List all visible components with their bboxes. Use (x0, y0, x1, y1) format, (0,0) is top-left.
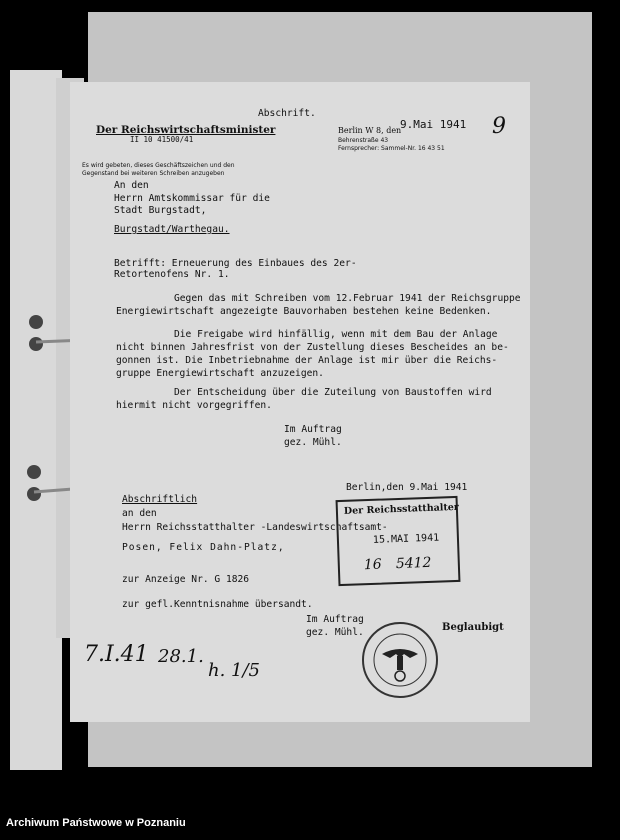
left-folder-edge (10, 70, 62, 770)
handwritten-note-1: 7.I.41 (84, 642, 149, 667)
stamp-date: 15.MAI 1941 (372, 532, 440, 546)
copy-line-2: an den (122, 508, 157, 519)
signature-line-1: Im Auftrag (284, 424, 342, 435)
body-line-2: Energiewirtschaft angezeigte Bauvorhaben bestehen keine Bedenken. (116, 306, 492, 317)
copy-line-3: Herrn Reichsstatthalter -Landeswirtschaftsamt- (122, 522, 388, 533)
eagle-seal-icon (364, 624, 436, 696)
phone-line: Fernsprecher: Sammel-Nr. 16 43 51 (338, 145, 445, 152)
body-line-1: Gegen das mit Schreiben vom 12.Februar 1941 der Reichsgruppe (174, 293, 521, 304)
subject-line-1: Betrifft: Erneuerung des Einbaues des 2er- (114, 258, 357, 269)
body-line-5: gonnen ist. Die Inbetriebnahme der Anlage ist mir über die Reichs- (116, 355, 498, 366)
recipient-line-4: Burgstadt/Warthegau. (114, 224, 230, 235)
signature-line-2: gez. Mühl. (284, 437, 342, 448)
notice-line-2: Gegenstand bei weiteren Schreiben anzugeben (82, 170, 225, 177)
body-line-4: nicht binnen Jahresfrist von der Zustellung dieses Bescheides an be- (116, 342, 509, 353)
recipient-line-2: Herrn Amtskommissar für die (114, 193, 270, 204)
place-date: Berlin W 8, den (338, 126, 402, 135)
copy-line-4: Posen, Felix Dahn-Platz, (122, 542, 285, 553)
archive-footer (0, 808, 620, 840)
copy-line-5: zur Anzeige Nr. G 1826 (122, 574, 250, 585)
body-line-3: Die Freigabe wird hinfällig, wenn mit dem Bau der Anlage (174, 329, 498, 340)
body-line-8: hiermit nicht vorgegriffen. (116, 400, 272, 411)
copy-heading: Abschriftlich (122, 494, 198, 505)
stamp-authority: Der Reichsstatthalter (343, 501, 460, 517)
body-line-6: gruppe Energiewirtschaft anzuzeigen. (116, 368, 324, 379)
page-mark: 9 (492, 114, 506, 139)
notice-line-1: Es wird gebeten, dieses Geschäftszeichen und den (82, 162, 235, 169)
handwritten-note-2: 28.1. (158, 646, 204, 667)
signature-line-4: gez. Mühl. (306, 627, 364, 638)
address-line: Behrenstraße 43 (338, 137, 389, 144)
recipient-line-3: Stadt Burgstadt, (114, 205, 207, 216)
reference-number: II 10 41500/41 (130, 135, 194, 144)
official-seal (362, 622, 438, 698)
ministry-header: Der Reichswirtschaftsminister (96, 124, 276, 136)
signature-line-3: Im Auftrag (306, 614, 364, 625)
body-line-7: Der Entscheidung über die Zuteilung von Baustoffen wird (174, 387, 492, 398)
handwritten-note-3: h. 1/5 (208, 660, 261, 681)
archive-name: Archiwum Państwowe w Poznaniu (6, 817, 186, 829)
stamp-number-2: 5412 (395, 554, 432, 573)
certified-label: Beglaubigt (442, 622, 504, 633)
copy-label: Abschrift. (258, 108, 316, 119)
letter-page (70, 82, 530, 722)
subject-line-2: Retortenofens Nr. 1. (114, 269, 230, 280)
copy-line-6: zur gefl.Kenntnisnahme übersandt. (122, 599, 313, 610)
receipt-stamp (336, 496, 461, 586)
copy-date: Berlin,den 9.Mai 1941 (346, 482, 468, 493)
recipient-line-1: An den (114, 180, 149, 191)
date-typed: 9.Mai 1941 (400, 118, 467, 131)
stamp-number-1: 16 (363, 556, 382, 574)
